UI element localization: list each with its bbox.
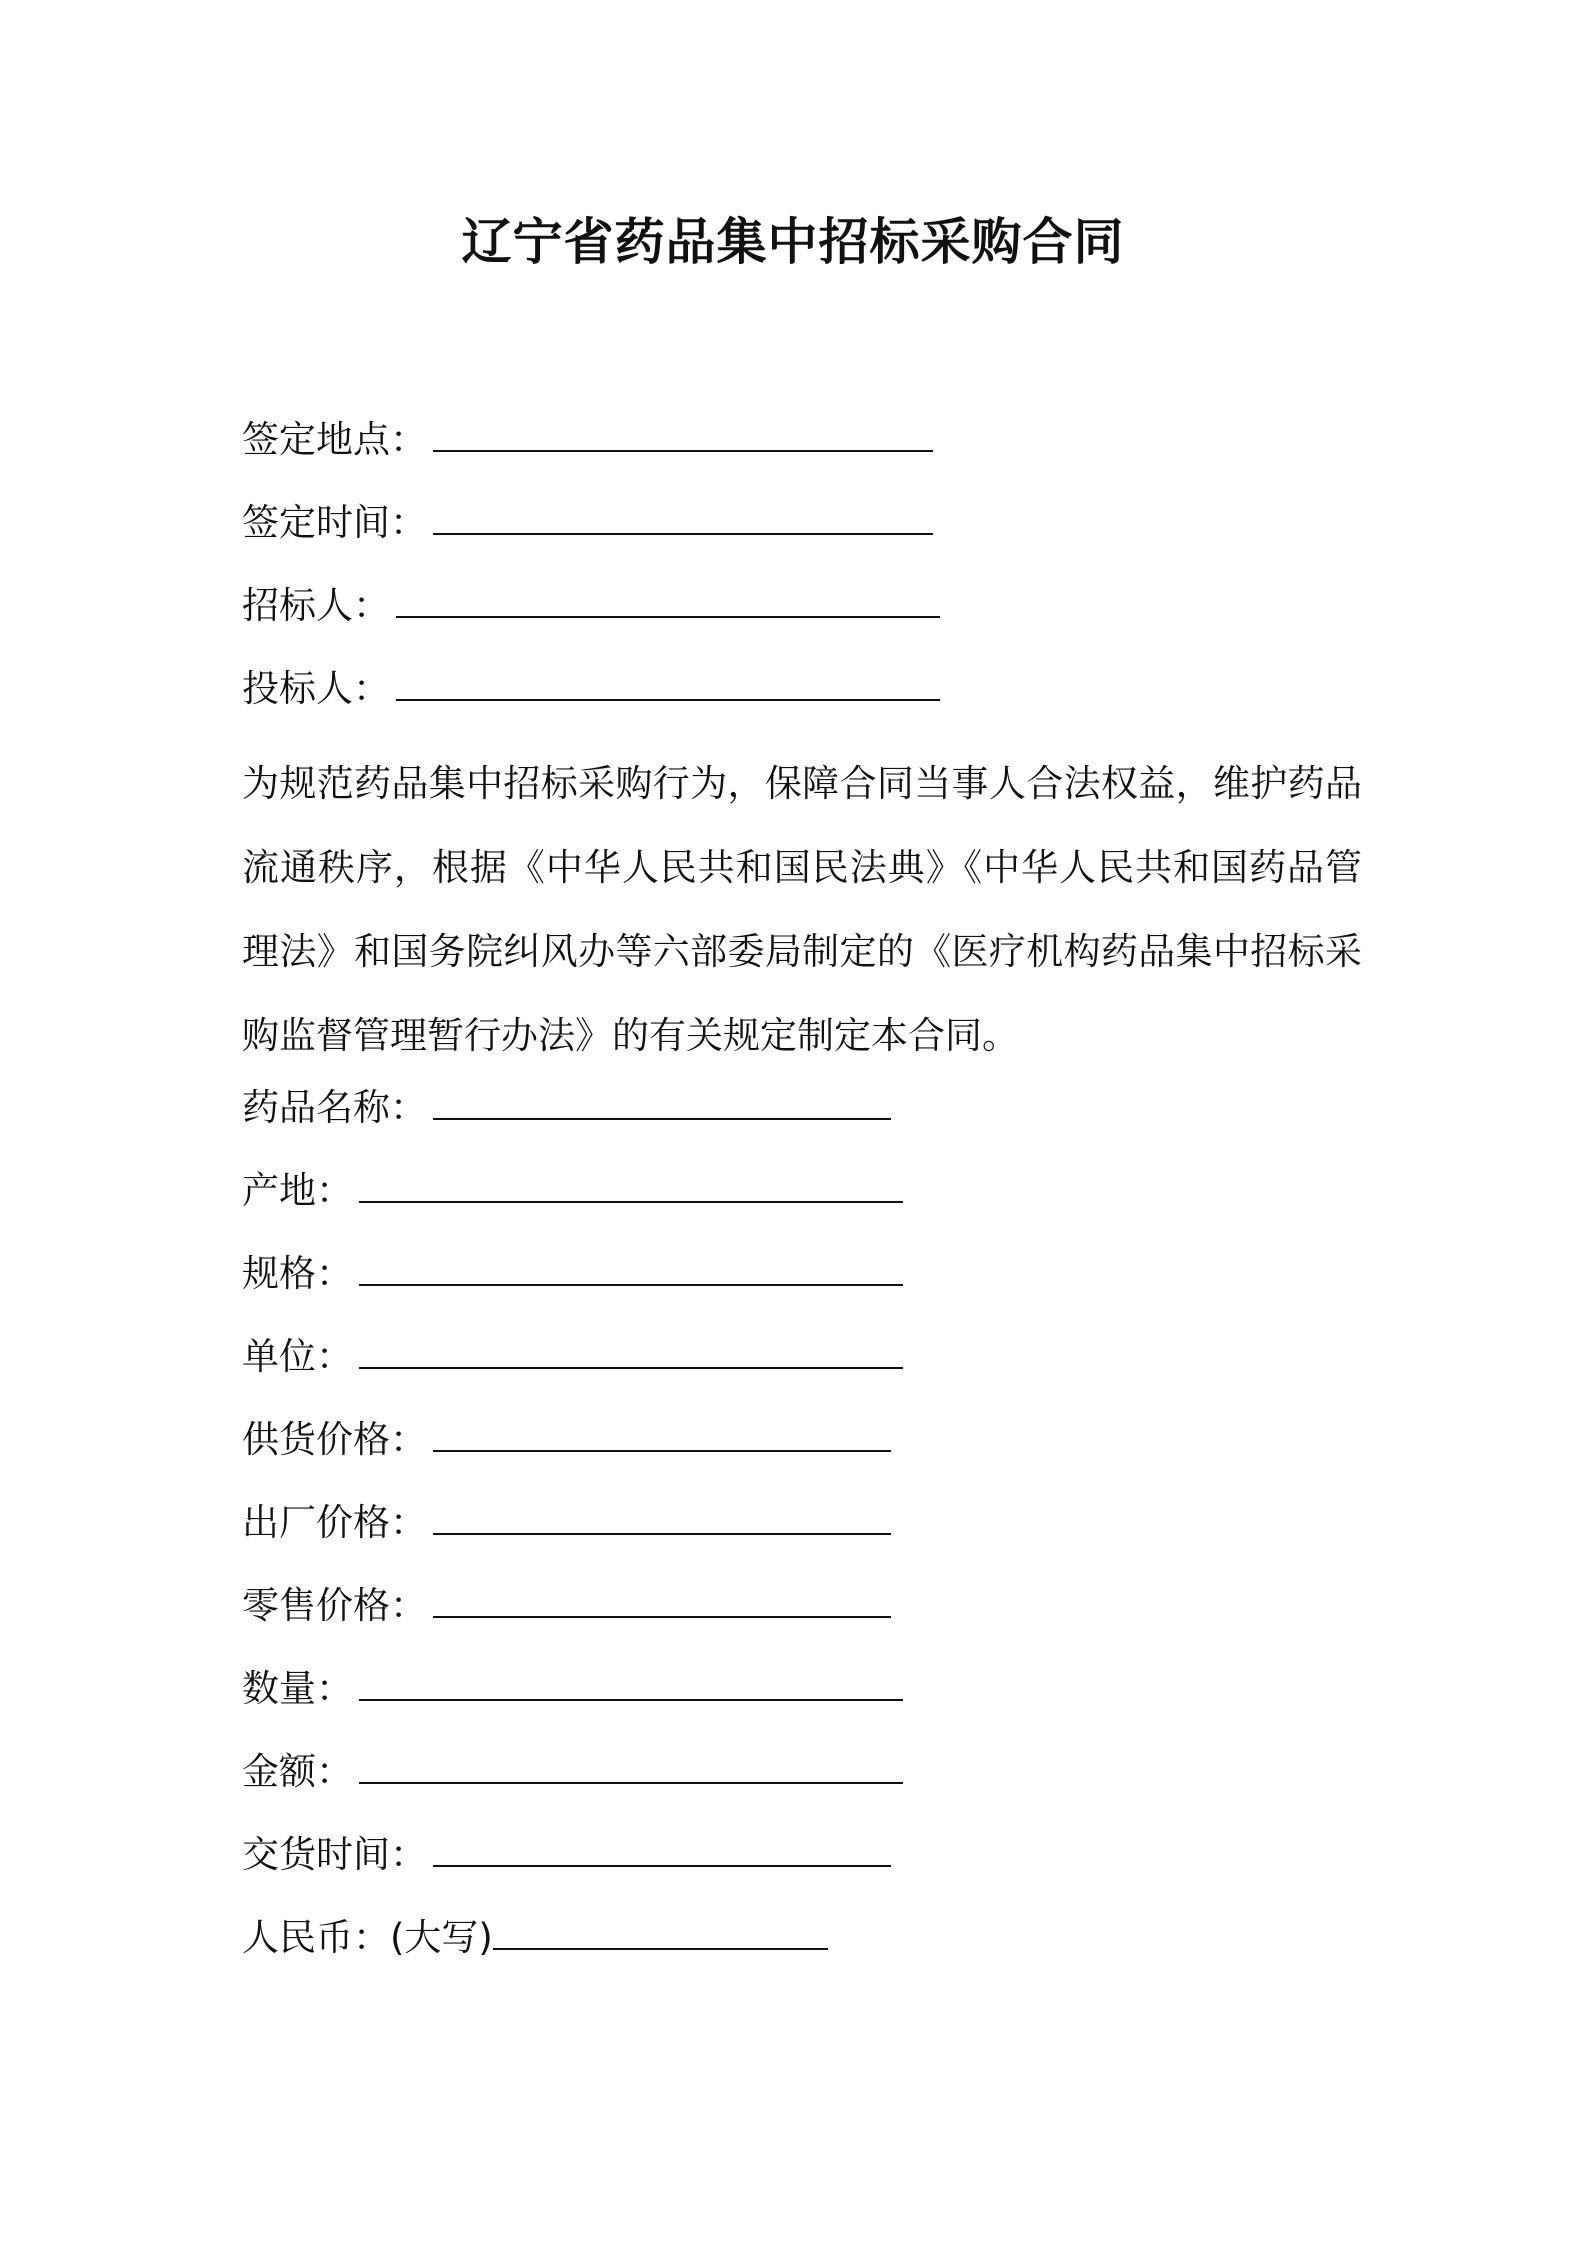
field-label: 招标人： <box>242 584 390 627</box>
field-label: 出厂价格： <box>242 1501 427 1544</box>
field-label: 单位： <box>242 1335 353 1378</box>
blank-line <box>433 1084 891 1120</box>
blank-line <box>433 1831 891 1867</box>
blank-line <box>433 499 933 535</box>
blank-line <box>433 1582 891 1618</box>
blank-line <box>433 1499 891 1535</box>
field-label: 人民币：(大写) <box>242 1916 493 1959</box>
field-label: 签定地点： <box>242 418 427 461</box>
field-signing-place <box>242 415 933 465</box>
field-origin <box>242 1166 903 1216</box>
field-tenderer <box>242 581 940 631</box>
field-bidder <box>242 664 940 714</box>
field-supply-price <box>242 1415 891 1465</box>
field-label: 产地： <box>242 1169 353 1212</box>
field-factory-price <box>242 1498 891 1548</box>
field-drug-name <box>242 1083 891 1133</box>
blank-line <box>433 1416 891 1452</box>
blank-line <box>359 1333 903 1369</box>
document-title: 辽宁省药品集中招标采购合同 <box>461 213 1125 271</box>
field-unit <box>242 1332 903 1382</box>
field-label: 交货时间： <box>242 1833 427 1876</box>
field-label: 金额： <box>242 1750 353 1793</box>
blank-line <box>493 1914 828 1950</box>
blank-line <box>396 665 940 701</box>
field-delivery-time <box>242 1830 891 1880</box>
field-retail-price <box>242 1581 891 1631</box>
intro-paragraph: 为规范药品集中招标采购行为，保障合同当事人合法权益，维护药品流通秩序，根据《中华人民共和国民法典》《中华人民共和国药品管理法》和国务院纠风办等六部委局制定的《医疗机构药品集中招标采购监督管理暂行办法》的有关规定制定本合同。 <box>242 762 1362 1057</box>
blank-line <box>396 582 940 618</box>
blank-line <box>359 1665 903 1701</box>
field-label: 投标人： <box>242 667 390 710</box>
field-quantity <box>242 1664 903 1714</box>
blank-line <box>433 416 933 452</box>
field-signing-time <box>242 498 933 548</box>
field-label: 零售价格： <box>242 1584 427 1627</box>
field-rmb-capital <box>242 1913 828 1963</box>
blank-line <box>359 1167 903 1203</box>
field-label: 供货价格： <box>242 1418 427 1461</box>
blank-line <box>359 1748 903 1784</box>
field-amount <box>242 1747 903 1797</box>
field-label: 药品名称： <box>242 1086 427 1129</box>
blank-line <box>359 1250 903 1286</box>
field-specification <box>242 1249 903 1299</box>
field-label: 规格： <box>242 1252 353 1295</box>
field-label: 数量： <box>242 1667 353 1710</box>
field-label: 签定时间： <box>242 501 427 544</box>
